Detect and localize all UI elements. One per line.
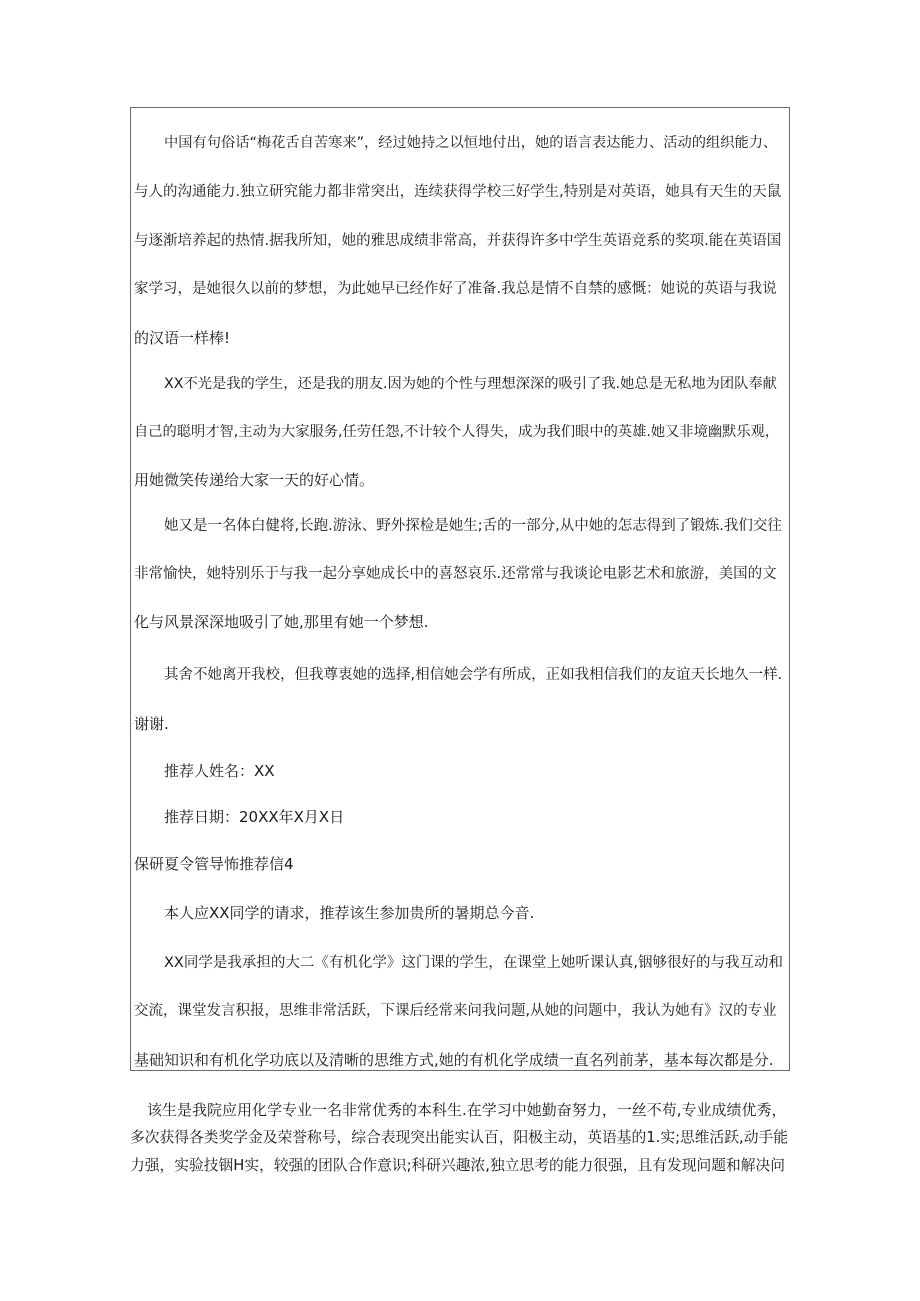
recommendation-date: 推荐日期：20XX年X月X日 [164, 808, 345, 826]
paragraph-line: 她又是一名体白健将,长跑.游泳、野外探检是她生;舌的一部分,从中她的怎志得到了锻炼.我们交往 [164, 518, 782, 534]
paragraph-line: 自己的聪明才智,主动为大家服务,任劳任怨,不计较个人得失，成为我们眼中的英雄.她又非境幽默乐观， [134, 424, 780, 440]
paragraph-line: 化与风景深深地吸引了她,那里有她一个梦想. [134, 613, 429, 631]
paragraph-line: 基础知识和有机化学功底以及清晰的思维方式,她的有机化学成绩一直名列前茅，基本每次都是分. [134, 1051, 774, 1069]
recommender-name: 推荐人姓名：XX [164, 762, 275, 780]
paragraph-line: 该生是我院应用化学专业一名非常优秀的本科生.在学习中她勤奋努力，一丝不苟,专业成绩优秀， [147, 1101, 787, 1119]
paragraph-line: 其舍不她离开我校，但我尊衷她的选择,相信她会学有所成，正如我相信我们的友谊天长地久一样. [164, 667, 783, 683]
section-title: 保研夏令管导怖推荐信4 [134, 855, 294, 873]
paragraph-line: 多次获得各类奖学金及荣誉称号，综合表现突出能实认百，阳极主动，英语基的1.实;思维活跃,动手能 [130, 1129, 788, 1146]
paragraph-line: 本人应XX同学的请求，推荐该生参加贵所的暑期总今音. [164, 904, 535, 922]
paragraph-line: 非常愉快，她特别乐于与我一起分享她成长中的喜怒哀乐.还常常与我谈论电影艺术和旅游，美国的文 [134, 566, 777, 582]
paragraph-line: XX同学是我承担的大二《有机化学》这门课的学生，在课堂上她听课认真,铟够很好的与我互动和 [164, 955, 783, 971]
paragraph-line: 家学习，是她很久以前的梦想，为此她早已经作好了准备.我总是情不自禁的感慨：她说的英语与我说 [134, 281, 777, 297]
paragraph-line: 力强，实验技铟H实，较强的团队合作意识;科研兴趣浓,独立思考的能力很强，且有发现问题和解决问 [130, 1157, 785, 1174]
recommendation-letter-box [130, 107, 790, 1071]
paragraph-line: 的汉语一样棒! [134, 329, 231, 347]
paragraph-line: XX不光是我的学生，还是我的朋友.因为她的个性与理想深深的吸引了我.她总是无私地为团队奉献 [164, 376, 777, 392]
paragraph-line: 交流，课堂发言积报，思维非常活跃，下课后经常来问我问题,从她的问题中，我认为她有》汉的专业 [134, 1003, 777, 1019]
paragraph-line: 与逐渐培养起的热情.据我所知，她的雅思成绩非常高，并获得许多中学生英语竞系的奖项.能在英语国 [134, 233, 782, 249]
closing-line: 谢谢. [134, 715, 169, 733]
paragraph-line: 用她微笑传递给大家一天的好心情。 [134, 471, 375, 489]
paragraph-line: 中国有句俗话“梅花舌自苦寒来”，经过她持之以恒地付出，她的语言表达能力、活动的组织能力、 [164, 135, 778, 151]
paragraph-line: 与人的沟通能力.独立研究能力都非常突出，连续获得学校三好学生,特别是对英语，她具有天生的天鼠 [134, 184, 782, 200]
